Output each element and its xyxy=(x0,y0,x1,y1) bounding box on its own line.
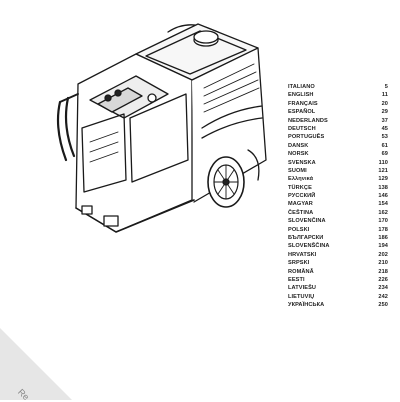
toc-language: SUOMI xyxy=(288,167,307,174)
toc-language: ENGLISH xyxy=(288,92,314,99)
toc-page-number: 146 xyxy=(378,193,388,200)
toc-entry[interactable] xyxy=(288,167,388,175)
toc-language: FRANÇAIS xyxy=(288,100,318,107)
toc-language: LIETUVIŲ xyxy=(288,293,315,300)
toc-page-number: 45 xyxy=(381,125,388,132)
toc-language: ITALIANO xyxy=(288,84,315,90)
toc-entry[interactable] xyxy=(288,276,388,284)
toc-language: УКРАЇНСЬКА xyxy=(288,302,325,309)
toc-language: БЪЛГАРСКИ xyxy=(288,235,324,242)
toc-language: ROMÂNĂ xyxy=(288,268,314,275)
toc-page-number: 61 xyxy=(381,142,388,149)
toc-entry[interactable] xyxy=(288,159,388,167)
toc-page-number: 5 xyxy=(384,84,388,90)
toc-page-number: 202 xyxy=(378,251,388,258)
toc-entry[interactable] xyxy=(288,108,388,116)
toc-language: POLSKI xyxy=(288,226,310,233)
toc-entry[interactable] xyxy=(288,217,388,225)
toc-language: DANSK xyxy=(288,142,309,149)
toc-entry[interactable] xyxy=(288,125,388,133)
language-table-of-contents xyxy=(288,83,388,310)
toc-entry[interactable] xyxy=(288,209,388,217)
toc-language: SLOVENŠČINA xyxy=(288,243,330,250)
toc-entry[interactable] xyxy=(288,234,388,242)
toc-page-number: 37 xyxy=(381,117,388,124)
toc-page-number: 20 xyxy=(381,100,388,107)
toc-language: ČEŠTINA xyxy=(288,209,314,216)
toc-page-number: 242 xyxy=(378,293,388,300)
toc-entry[interactable] xyxy=(288,184,388,192)
toc-page-number: 138 xyxy=(378,184,388,191)
toc-language: РУССКИЙ xyxy=(288,193,316,200)
toc-language: SRPSKI xyxy=(288,260,310,267)
toc-language: PORTUGUÊS xyxy=(288,134,325,141)
toc-page-number: 121 xyxy=(378,167,388,174)
toc-language: NEDERLANDS xyxy=(288,117,328,124)
toc-language: EESTI xyxy=(288,276,305,283)
corner-label: Re xyxy=(16,386,32,402)
toc-language: SLOVENČINA xyxy=(288,218,326,225)
page-corner-fold xyxy=(0,328,72,400)
toc-page-number: 53 xyxy=(381,134,388,141)
toc-entry[interactable] xyxy=(288,242,388,250)
toc-entry[interactable] xyxy=(288,83,388,91)
toc-language: SVENSKA xyxy=(288,159,316,166)
toc-page-number: 218 xyxy=(378,268,388,275)
toc-page-number: 69 xyxy=(381,151,388,158)
toc-page-number: 250 xyxy=(378,302,388,309)
toc-entry[interactable] xyxy=(288,226,388,234)
toc-page-number: 129 xyxy=(378,176,388,183)
toc-entry[interactable] xyxy=(288,91,388,99)
toc-entry[interactable] xyxy=(288,192,388,200)
toc-entry[interactable] xyxy=(288,293,388,301)
toc-language: ESPAÑOL xyxy=(288,109,316,116)
toc-entry[interactable] xyxy=(288,175,388,183)
toc-page-number: 162 xyxy=(378,209,388,216)
toc-page-number: 170 xyxy=(378,218,388,225)
toc-entry[interactable] xyxy=(288,133,388,141)
toc-language: LATVIEŠU xyxy=(288,285,317,292)
toc-page-number: 178 xyxy=(378,226,388,233)
toc-entry[interactable] xyxy=(288,259,388,267)
toc-language: MAGYAR xyxy=(288,201,313,208)
toc-entry[interactable] xyxy=(288,284,388,292)
toc-language: Ελληνικά xyxy=(288,176,314,183)
toc-language: TÜRKÇE xyxy=(288,184,312,191)
toc-page-number: 226 xyxy=(378,276,388,283)
toc-page-number: 11 xyxy=(381,92,388,99)
toc-entry[interactable] xyxy=(288,268,388,276)
toc-page-number: 29 xyxy=(381,109,388,116)
toc-entry[interactable] xyxy=(288,251,388,259)
toc-entry[interactable] xyxy=(288,301,388,309)
toc-language: HRVATSKI xyxy=(288,251,317,258)
toc-entry[interactable] xyxy=(288,117,388,125)
toc-entry[interactable] xyxy=(288,150,388,158)
toc-page-number: 234 xyxy=(378,285,388,292)
toc-page-number: 194 xyxy=(378,243,388,250)
toc-entry[interactable] xyxy=(288,200,388,208)
toc-entry[interactable] xyxy=(288,142,388,150)
toc-entry[interactable] xyxy=(288,100,388,108)
toc-page-number: 110 xyxy=(378,159,388,166)
toc-page-number: 186 xyxy=(378,235,388,242)
toc-page-number: 154 xyxy=(378,201,388,208)
toc-language: NORSK xyxy=(288,151,309,158)
toc-page-number: 210 xyxy=(378,260,388,267)
toc-language: DEUTSCH xyxy=(288,125,316,132)
pressure-washer-illustration xyxy=(18,10,288,240)
